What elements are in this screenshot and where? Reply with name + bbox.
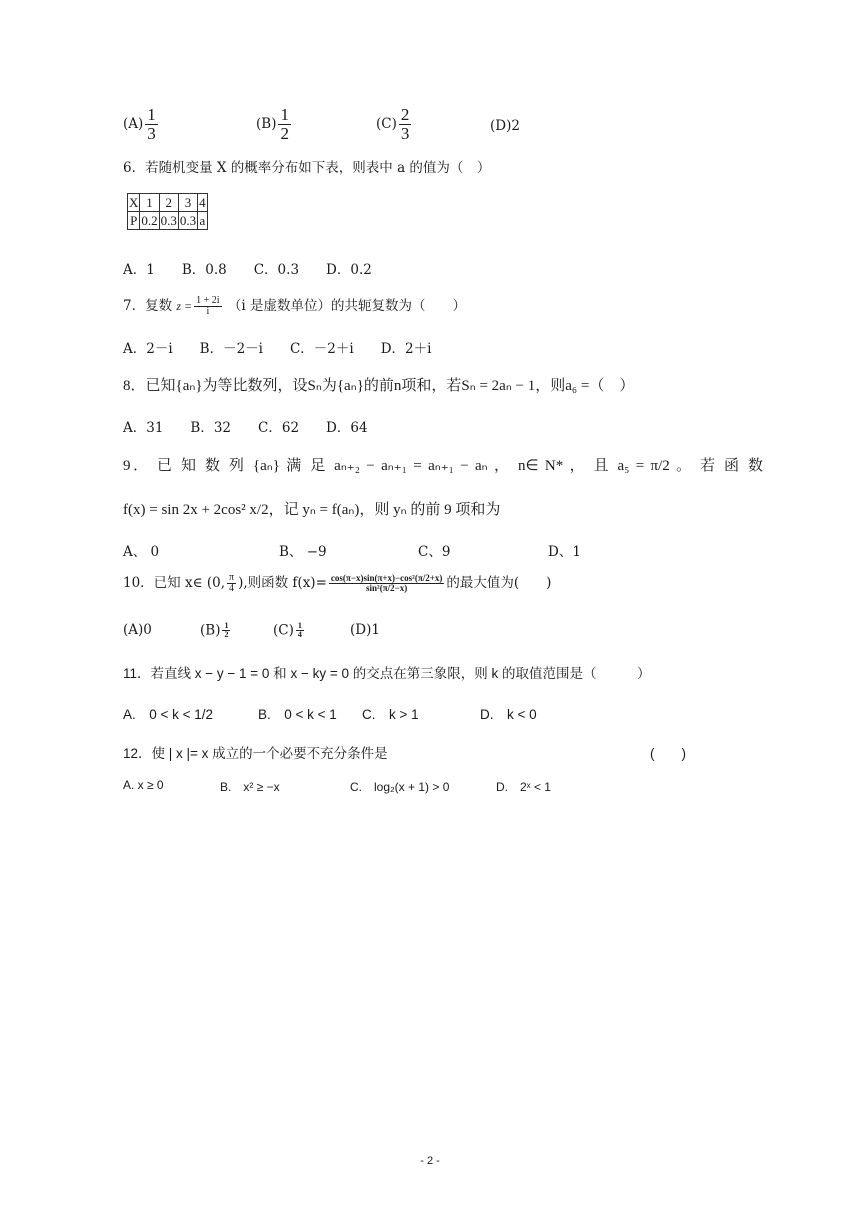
q12-answer-paren: ( )	[650, 746, 686, 761]
q9-option-b: B、 −9	[279, 544, 327, 560]
q7-options: A．2－i B．－2－i C．－2＋i D．2＋i	[123, 341, 432, 357]
q12-stem: 12．使 | x |= x 成立的一个必要不充分条件是	[123, 746, 388, 761]
q12-option-b: B. x² ≥ −x	[220, 780, 280, 794]
q10-option-b: (B) $\frac{1}{2}$	[200, 621, 229, 640]
table-cell: X	[129, 194, 139, 210]
q12-option-d: D. 2ˣ < 1	[496, 780, 551, 794]
table-cell: a	[199, 212, 206, 228]
q11-option-b: B. 0 < k < 1	[258, 707, 337, 722]
q6-stem: 6．若随机变量 X 的概率分布如下表，则表中 a 的值为（ ）	[123, 160, 491, 176]
q5-option-c: (C) $\frac{2}{3}$	[376, 105, 410, 143]
table-cell: 0.3	[179, 212, 197, 228]
q6-probability-table	[127, 193, 208, 230]
q11-option-a: A. 0 < k < 1/2	[123, 707, 214, 722]
q9-stem-line2: f(x) = sin 2x + 2cos² x/2，记 yₙ = f(aₙ)，则 yₙ 的前 9 项和为	[123, 502, 501, 518]
q12-option-a: A. x ≥ 0	[123, 778, 164, 792]
table-cell: 3	[178, 194, 197, 212]
q11-option-d: D. k < 0	[480, 707, 537, 722]
q8-stem: 8．已知{aₙ}为等比数列，设Sₙ为{aₙ}的前n项和，若Sₙ = 2aₙ − 1，则a₆ =（ ）	[123, 378, 635, 394]
table-cell: 2	[159, 194, 178, 212]
q11-option-c: C. k > 1	[362, 707, 419, 722]
q8-options: A．31 B．32 C．62 D．64	[123, 420, 368, 436]
q10-option-d: (D)1	[350, 622, 380, 638]
q10-option-c: (C) $\frac{1}{4}$	[273, 621, 302, 640]
q12-option-c: C. log₂(x + 1) > 0	[350, 780, 450, 794]
q10-option-a: (A)0	[123, 622, 152, 638]
table-cell: 4	[199, 194, 206, 210]
q5-option-d: (D)2	[490, 118, 520, 134]
table-cell: P	[128, 212, 140, 230]
q9-option-c: C、9	[418, 544, 451, 560]
q9-option-d: D、1	[548, 544, 581, 560]
q10-stem: 10．已知 x∈ (0, $\frac{\pi}{4}$ ),则函数 f(x)= $\frac{\text{cos(π−x)sin(π+x)−cos²(π/2+x)}}{\text{sin²(π/2−x)}}$ 的最大值为( )	[123, 571, 552, 594]
table-cell: 0.3	[160, 212, 177, 228]
q9-stem-line1: 9． 已 知 数 列 {aₙ} 满 足 aₙ₊₂ − aₙ₊₁ = aₙ₊₁ − aₙ ， n∈ N* ， 且 a₅ = π/2 。 若 函 数	[123, 458, 763, 474]
q7-stem: 7．复数 z = $\frac{1 + 2i}{i}$ （i 是虚数单位）的共轭复数为（ ）	[123, 294, 466, 317]
q5-option-b: (B) $\frac{1}{2}$	[256, 105, 289, 143]
q5-option-a: (A) $\frac{1}{3}$	[123, 105, 156, 143]
q9-option-a: A、 0	[123, 544, 160, 560]
page-number: - 2 -	[420, 1155, 440, 1167]
table-cell: 1	[140, 194, 159, 212]
q11-stem: 11．若直线 x − y − 1 = 0 和 x − ky = 0 的交点在第三象限，则 k 的取值范围是（ ）	[123, 666, 651, 681]
table-cell: 0.2	[141, 212, 158, 228]
q6-options: A．1 B．0.8 C．0.3 D．0.2	[123, 262, 372, 278]
